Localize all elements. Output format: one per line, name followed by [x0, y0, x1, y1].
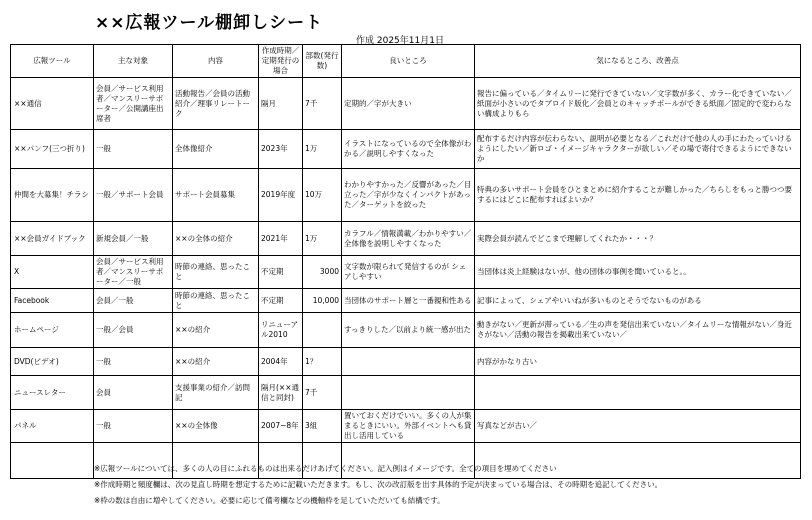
cell-good: 文字数が限られて発信するのが シェアしやすい: [342, 256, 475, 289]
cell-target: 一般: [94, 348, 173, 376]
header-content: 内容: [173, 45, 259, 78]
inventory-table: [10, 44, 801, 479]
cell-good: わかりやすかった／反響があった／目立った／字が少なくインパクトがあった／ターゲットを絞った: [342, 169, 475, 222]
cell-quantity: 10万: [303, 169, 342, 222]
cell-tool: ニュースレター: [11, 376, 94, 410]
cell-concerns: 動きがない／更新が滞っている／生の声を発信出来ていない／タイムリーな情報がない／身近さがない／活動の報告を掲載出来ていない／: [475, 313, 801, 348]
cell-concerns: 実際会員が読んでどこまで理解してくれたか・・・？: [475, 222, 801, 256]
cell-timing: 隔月(××通信と同封): [259, 376, 303, 410]
cell-good: 当団体のサポート層と一番親和性ある: [342, 289, 475, 313]
cell-good: [342, 376, 475, 410]
cell-quantity: [303, 313, 342, 348]
cell-target: 会員／サービス利用者／マンスリーサポーター／一般: [94, 256, 173, 289]
cell-good: カラフル／情報満載／わかりやすい／全体像を説明しやすくなった: [342, 222, 475, 256]
cell-quantity: 3000: [303, 256, 342, 289]
cell-quantity: 1万: [303, 222, 342, 256]
cell-tool: ホームページ: [11, 313, 94, 348]
cell-concerns: 写真などが古い／: [475, 410, 801, 443]
cell-tool: [11, 443, 94, 479]
cell-quantity: 7千: [303, 376, 342, 410]
cell-timing: 2021年: [259, 222, 303, 256]
cell-content: 活動報告／会員の活動紹介／理事リレートーク: [173, 78, 259, 130]
table-row: [11, 376, 801, 410]
cell-content: サポート会員募集: [173, 169, 259, 222]
footnote: ※枠の数は自由に増やしてください。必要に応じて備考欄などの機軸枠を足していただいても結構です。: [94, 496, 445, 505]
cell-quantity: 10,000: [303, 289, 342, 313]
cell-tool: Facebook: [11, 289, 94, 313]
table-row: [11, 169, 801, 222]
cell-quantity: 1万: [303, 130, 342, 169]
footnotes: [94, 464, 662, 512]
footnote: ※作成時期と頻度欄は、次の見直し時期を想定するために記載いただきます。もし、次の改訂版を出す具体的予定が決まっている場合は、その時期を追記してください。: [94, 480, 663, 489]
header-quantity: 部数(発行数): [303, 45, 342, 78]
cell-content: ××の紹介: [173, 348, 259, 376]
cell-tool: DVD(ビデオ): [11, 348, 94, 376]
cell-tool: ××会員ガイドブック: [11, 222, 94, 256]
cell-content: 時節の連絡、思ったこと: [173, 289, 259, 313]
cell-concerns: 内容がかなり古い: [475, 348, 801, 376]
table-row: [11, 130, 801, 169]
cell-content: ××の紹介: [173, 313, 259, 348]
header-good: 良いところ: [342, 45, 475, 78]
cell-content: 時節の連絡、思ったこと: [173, 256, 259, 289]
table-row: [11, 222, 801, 256]
cell-timing: 2019年度: [259, 169, 303, 222]
table-row: [11, 289, 801, 313]
header-concerns: 気になるところ、改善点: [475, 45, 801, 78]
cell-tool: パネル: [11, 410, 94, 443]
cell-good: 定期的／字が大きい: [342, 78, 475, 130]
header-tool: 広報ツール: [11, 45, 94, 78]
cell-concerns: 配布するだけ内容が伝わらない、説明が必要となる／これだけで他の人の手にわたっていけるようにしたい／新ロゴ・イメージキャラクターが欲しい／その場で寄付できるようにできないか: [475, 130, 801, 169]
cell-content: ××の全体像: [173, 410, 259, 443]
cell-quantity: 1？: [303, 348, 342, 376]
created-date: 作成 2025年11月1日: [356, 36, 444, 46]
cell-target: 新規会員／一般: [94, 222, 173, 256]
cell-target: 一般: [94, 410, 173, 443]
cell-tool: X: [11, 256, 94, 289]
cell-good: [342, 348, 475, 376]
table-row: [11, 348, 801, 376]
cell-content: 支援事業の紹介／訪問記: [173, 376, 259, 410]
cell-content: 全体像紹介: [173, 130, 259, 169]
cell-quantity: 7千: [303, 78, 342, 130]
cell-target: 会員／サービス利用者／マンスリーサポーター／公開講座出席者: [94, 78, 173, 130]
table-row: [11, 410, 801, 443]
cell-quantity: 3組: [303, 410, 342, 443]
cell-target: 一般: [94, 130, 173, 169]
cell-target: 一般／サポート会員: [94, 169, 173, 222]
header-target: 主な対象: [94, 45, 173, 78]
header-row: [11, 45, 801, 78]
cell-target: 会員／一般: [94, 289, 173, 313]
cell-tool: ××パンフ(三つ折り): [11, 130, 94, 169]
table-row: [11, 78, 801, 130]
sheet-title: ××広報ツール棚卸しシート: [95, 13, 324, 33]
cell-timing: リニューアル2010: [259, 313, 303, 348]
cell-concerns: 報告に偏っている／タイムリーに発行できていない／文字数が多く、カラー化できていない／紙面が小さいのでタブロイド版化／会員とのキャッチボールができる紙面／固定的で変わらない構成よりもら: [475, 78, 801, 130]
header-timing: 作成時期／定期発行の場合: [259, 45, 303, 78]
table-row: [11, 313, 801, 348]
cell-content: ××の全体の紹介: [173, 222, 259, 256]
cell-good: イラストになっているので全体像がわかる／説明しやすくなった: [342, 130, 475, 169]
cell-timing: 不定期: [259, 256, 303, 289]
cell-timing: 隔月: [259, 78, 303, 130]
cell-timing: 2007~8年: [259, 410, 303, 443]
cell-target: 会員: [94, 376, 173, 410]
footnote: ※広報ツールについては、多くの人の目にふれるものは出来るだけあげてください。記入例はイメージです。全ての項目を埋めてください: [94, 464, 557, 473]
cell-concerns: [475, 376, 801, 410]
cell-timing: 不定期: [259, 289, 303, 313]
cell-tool: ××通信: [11, 78, 94, 130]
table-row: [11, 256, 801, 289]
cell-target: 一般／会員: [94, 313, 173, 348]
cell-concerns: 特典の多いサポート会員をひとまとめに紹介することが難しかった／ちらしをもっと勝つつ要するにはどこに配布すればよいか？: [475, 169, 801, 222]
cell-timing: 2023年: [259, 130, 303, 169]
cell-concerns: 記事によって、シェアやいいねが多いものとそうでないものがある: [475, 289, 801, 313]
cell-tool: 仲間を大募集！チラシ: [11, 169, 94, 222]
cell-concerns: 当団体は炎上経験はないが、他の団体の事例を聞いていると。。: [475, 256, 801, 289]
cell-good: 置いておくだけでいい。多くの人が集まるときにいい。外部イベントへも貸出し活用している: [342, 410, 475, 443]
cell-good: すっきりした／以前より統一感が出た: [342, 313, 475, 348]
cell-timing: 2004年: [259, 348, 303, 376]
